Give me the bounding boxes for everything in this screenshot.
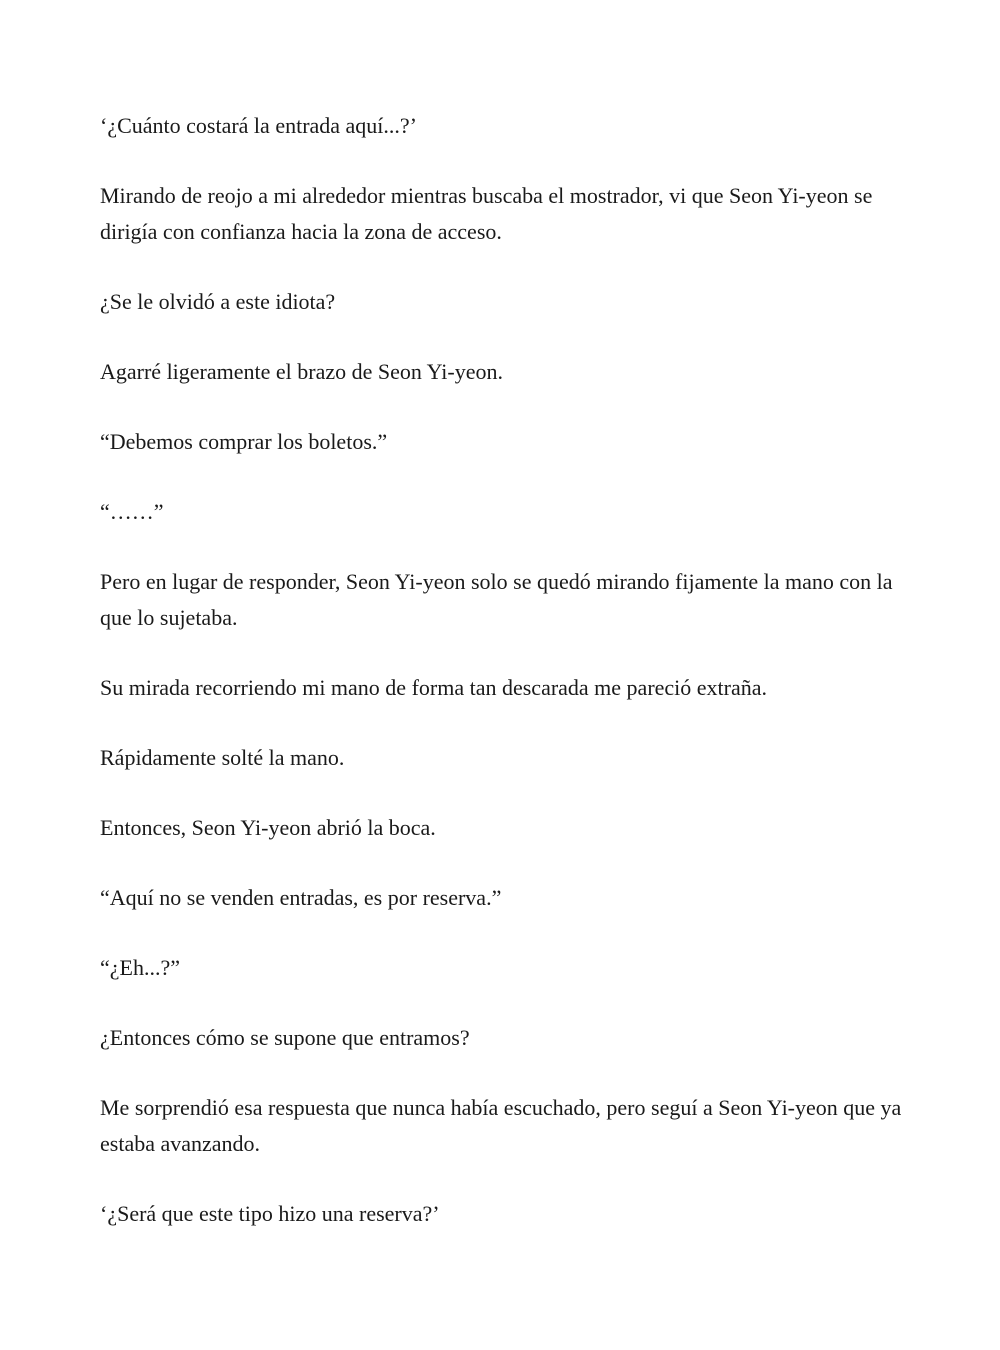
paragraph: Su mirada recorriendo mi mano de forma tan descarada me pareció extraña. bbox=[100, 675, 768, 700]
paragraph: “Aquí no se venden entradas, es por reserva.” bbox=[100, 885, 502, 910]
paragraph: “¿Eh...?” bbox=[100, 955, 180, 980]
paragraph: Pero en lugar de responder, Seon Yi-yeon solo se quedó mirando fijamente la mano con la que lo sujetaba. bbox=[100, 569, 893, 630]
document-body bbox=[100, 108, 905, 1232]
paragraph: Agarré ligeramente el brazo de Seon Yi-yeon. bbox=[100, 359, 503, 384]
paragraph: Rápidamente solté la mano. bbox=[100, 745, 345, 770]
paragraph: Me sorprendió esa respuesta que nunca había escuchado, pero seguí a Seon Yi-yeon que ya estaba avanzando. bbox=[100, 1095, 902, 1156]
paragraph: “Debemos comprar los boletos.” bbox=[100, 429, 388, 454]
paragraph: ‘¿Será que este tipo hizo una reserva?’ bbox=[100, 1201, 440, 1226]
paragraph: ‘¿Cuánto costará la entrada aquí...?’ bbox=[100, 113, 418, 138]
paragraph: Mirando de reojo a mi alrededor mientras buscaba el mostrador, vi que Seon Yi-yeon se dirigía con confianza hacia la zona de acceso. bbox=[100, 183, 873, 244]
paragraph: Entonces, Seon Yi-yeon abrió la boca. bbox=[100, 815, 436, 840]
paragraph: ¿Se le olvidó a este idiota? bbox=[100, 289, 336, 314]
paragraph: ¿Entonces cómo se supone que entramos? bbox=[100, 1025, 470, 1050]
paragraph: “……” bbox=[100, 499, 164, 524]
